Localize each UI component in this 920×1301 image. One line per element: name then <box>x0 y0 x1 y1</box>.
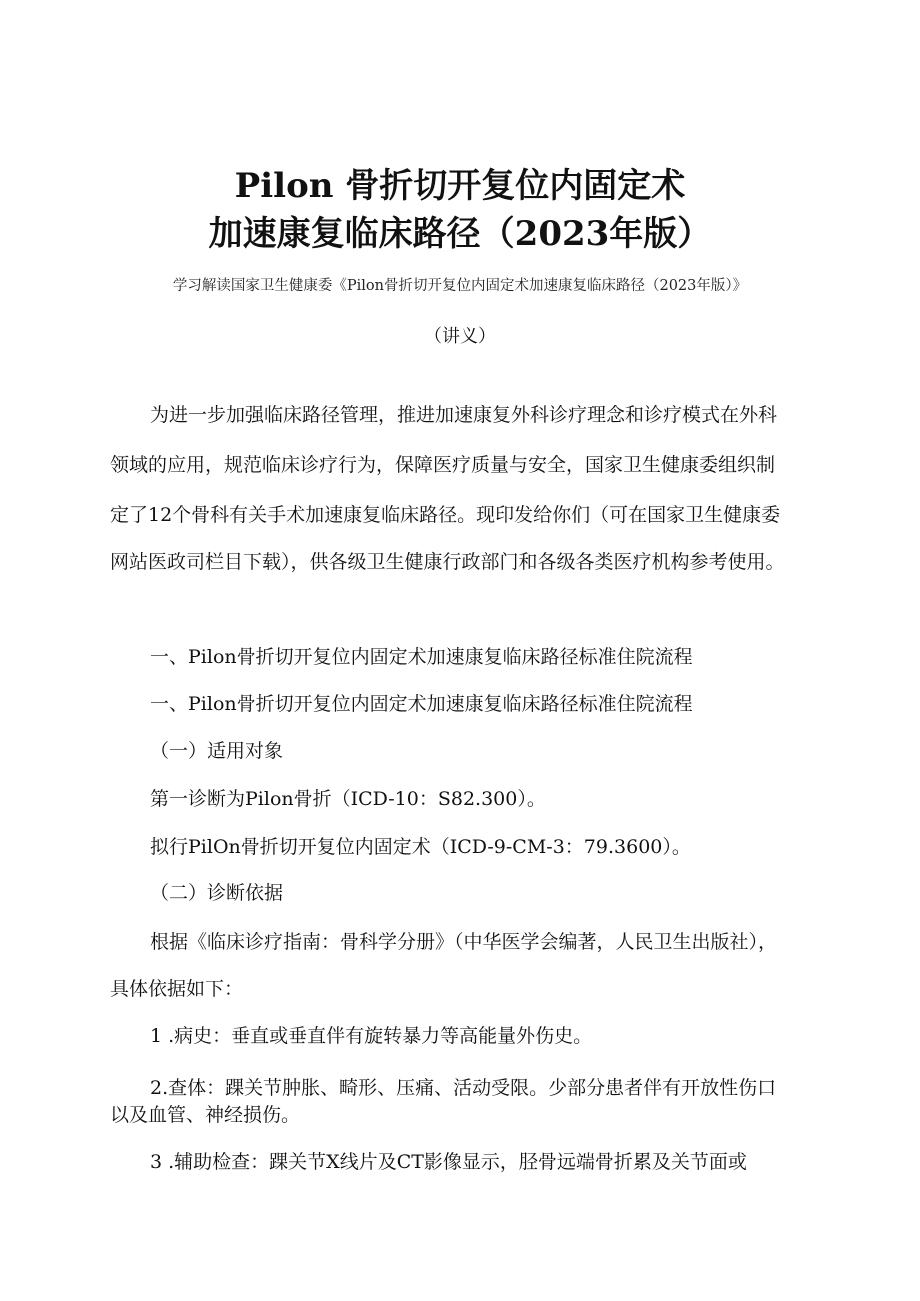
subsection-heading-applicable: （一）适用对象 <box>150 740 284 762</box>
list-item-history: 1 .病史：垂直或垂直伴有旋转暴力等高能量外伤史。 <box>150 1025 593 1047</box>
procedure-line: 拟行PilOn骨折切开复位内固定术（ICD-9-CM-3：79.3600）。 <box>150 836 691 858</box>
intro-paragraph-line-3: 定了12个骨科有关手术加速康复临床路径。现印发给你们（可在国家卫生健康委 <box>110 504 781 526</box>
intro-paragraph-line-1: 为进一步加强临床路径管理，推进加速康复外科诊疗理念和诊疗模式在外科 <box>150 404 778 426</box>
list-item-auxiliary-exam: 3 .辅助检查：踝关节X线片及CT影像显示，胫骨远端骨折累及关节面或 <box>150 1151 747 1173</box>
basis-line-1: 根据《临床诊疗指南：骨科学分册》（中华医学会编著，人民卫生出版社）， <box>150 931 778 953</box>
section-heading-1b: 一、Pilon骨折切开复位内固定术加速康复临床路径标准住院流程 <box>150 693 693 715</box>
document-title-line-1: Pilon 骨折切开复位内固定术 <box>234 166 686 206</box>
basis-line-2: 具体依据如下： <box>110 978 244 1000</box>
list-item-exam-line-1: 2.查体：踝关节肿胀、畸形、压痛、活动受限。少部分患者伴有开放性伤口 <box>150 1077 777 1099</box>
document-subtitle: 学习解读国家卫生健康委《Pilon骨折切开复位内固定术加速康复临床路径（2023年版）》 <box>172 278 748 294</box>
list-item-exam-line-2: 以及血管、神经损伤。 <box>110 1104 301 1126</box>
handout-label: （讲义） <box>424 326 496 347</box>
subsection-heading-diagnosis-basis: （二）诊断依据 <box>150 882 284 904</box>
document-title-line-2: 加速康复临床路径（2023年版） <box>208 214 712 254</box>
diagnosis-line: 第一诊断为Pilon骨折（ICD-10：S82.300）。 <box>150 788 546 810</box>
intro-paragraph-line-2: 领域的应用，规范临床诊疗行为，保障医疗质量与安全，国家卫生健康委组织制 <box>110 454 776 476</box>
intro-paragraph-line-4: 网站医政司栏目下载），供各级卫生健康行政部门和各级各类医疗机构参考使用。 <box>110 551 785 573</box>
section-heading-1a: 一、Pilon骨折切开复位内固定术加速康复临床路径标准住院流程 <box>150 646 693 668</box>
